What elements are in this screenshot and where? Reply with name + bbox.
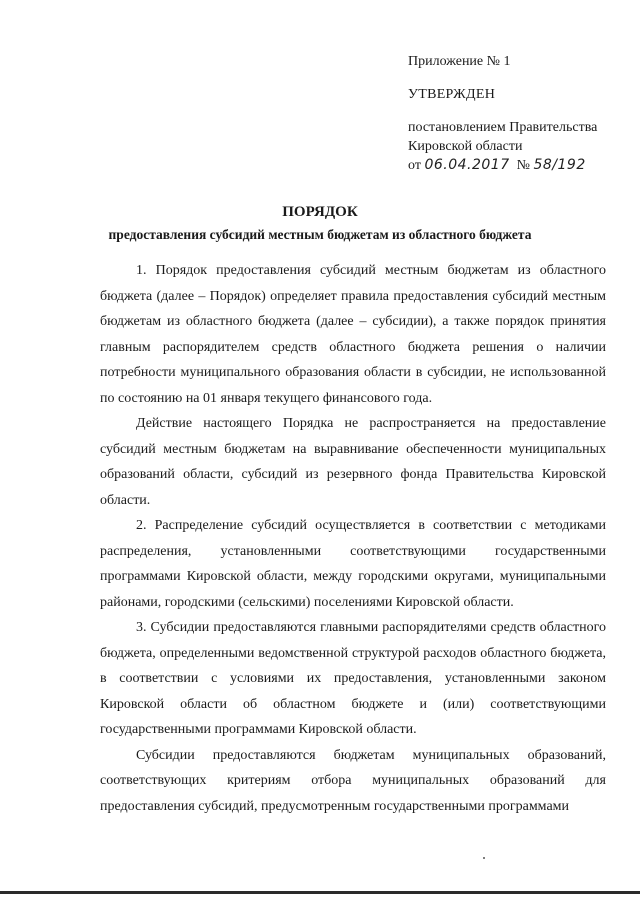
handwritten-number: 58/192 — [533, 157, 586, 173]
paragraph-2: Действие настоящего Порядка не распространяется на предоставление субсидий местным бюджетам на выравнивание обеспеченности муниципальных образований области, субсидий из резервного фонда Правительства Кировской области. — [100, 416, 606, 508]
date-prefix: от — [408, 158, 421, 173]
document-title: ПОРЯДОК — [282, 204, 358, 220]
paragraph-3: 2. Распределение субсидий осуществляется в соответствии с методиками распределения, установленными соответствующими государственными программами Кировской области, между городскими округами, муниципальными районами, городскими (сельскими) поселениями Кировской области. — [100, 518, 606, 610]
approved-label: УТВЕРЖДЕН — [408, 87, 496, 102]
scan-speck — [483, 857, 485, 859]
document-subtitle: предоставления субсидий местным бюджетам из областного бюджета — [108, 227, 532, 242]
paragraph-5: Субсидии предоставляются бюджетам муниципальных образований, соответствующих критериям отбора муниципальных образований для предоставления субсидий, предусмотренным государственными программами — [100, 747, 606, 814]
approval-block — [408, 52, 618, 175]
number-prefix: № — [516, 158, 530, 173]
scan-bottom-edge — [0, 891, 640, 894]
paragraph-4: 3. Субсидии предоставляются главными распорядителями средств областного бюджета, определенными ведомственной структурой расходов областного бюджета, в соответствии с условиями их предоставления, установленными законом Кировской области об областном бюджете и (или) соответствующими государственными программами Кировской области. — [100, 620, 606, 737]
approved-by-line-1: постановлением Правительства — [408, 120, 598, 135]
approved-by-line-2: Кировской области — [408, 139, 523, 154]
handwritten-date: 06.04.2017 — [424, 157, 510, 173]
paragraph-1: 1. Порядок предоставления субсидий местным бюджетам из областного бюджета (далее – Порядок) определяет правила предоставления субсидий местным бюджетам из областного бюджета (далее – субсидии), а также порядок принятия главным распорядителем средств областного бюджета решения о наличии потребности муниципального образования области в субсидии, не использованной по состоянию на 01 января текущего финансового года. — [100, 263, 606, 406]
resolution-date-number — [408, 156, 618, 175]
document-body — [100, 258, 606, 819]
appendix-label: Приложение № 1 — [408, 54, 511, 69]
